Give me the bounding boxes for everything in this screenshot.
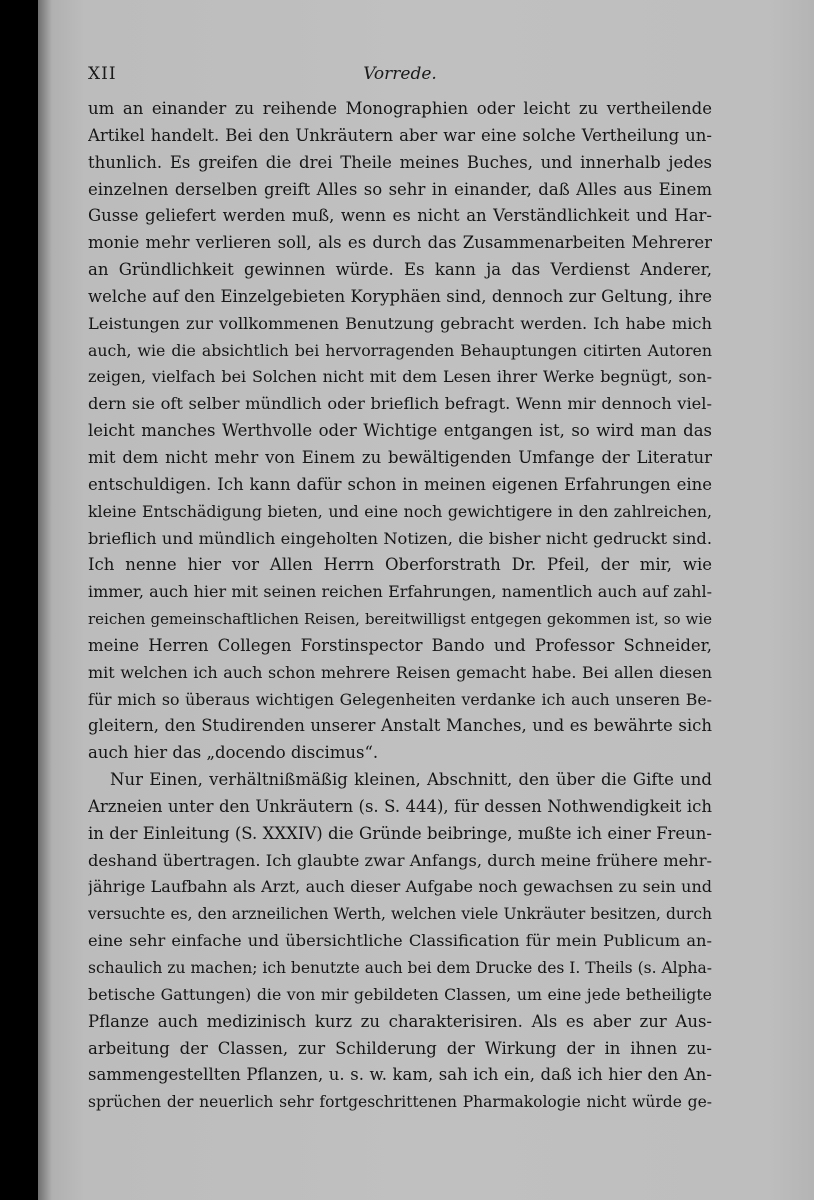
text-line: schaulich zu machen; ich benutzte auch bei dem Drucke des I. Theils (s. Alpha- [88,959,712,977]
text-line: meine Herren Collegen Forstinspector Bando und Professor Schneider, [88,635,712,655]
page-number: XII [88,64,117,84]
text-line: jährige Laufbahn als Arzt, auch dieser Aufgabe noch gewachsen zu sein und [88,877,712,897]
body-text [88,96,712,1116]
text-line: Artikel handelt. Bei den Unkräutern aber war eine solche Vertheilung un- [88,125,712,145]
text-line: deshand übertragen. Ich glaubte zwar Anfangs, durch meine frühere mehr- [88,850,712,870]
text-line: betische Gattungen) die von mir gebildeten Classen, um eine jede betheiligte [88,984,712,1004]
text-line: reichen gemeinschaftlichen Reisen, bereitwilligst entgegen gekommen ist, so wie [88,610,712,629]
text-line: kleine Entschädigung bieten, und eine noch gewichtigere in den zahlreichen, [88,501,712,521]
running-head: Vorrede. [363,64,437,84]
text-line: eine sehr einfache und übersichtliche Classification für mein Publicum an- [88,931,712,951]
text-line: immer, auch hier mit seinen reichen Erfahrungen, namentlich auch auf zahl- [88,582,712,602]
text-line: an Gründlichkeit gewinnen würde. Es kann ja das Verdienst Anderer, [88,260,712,280]
text-line: zeigen, vielfach bei Solchen nicht mit dem Lesen ihrer Werke begnügt, son- [88,367,712,387]
book-spine-shadow [38,0,52,1200]
text-line: Gusse geliefert werden muß, wenn es nicht an Verständlichkeit und Har- [88,206,712,226]
text-line: um an einander zu reihende Monographien oder leicht zu vertheilende [88,99,712,118]
paragraph [88,767,712,1116]
text-line: leicht manches Werthvolle oder Wichtige entgangen ist, so wird man das [88,421,712,441]
text-line: sprüchen der neuerlich sehr fortgeschrittenen Pharmakologie nicht würde ge- [88,1093,712,1112]
text-line: Pflanze auch medizinisch kurz zu charakterisiren. Als es aber zur Aus- [88,1011,712,1031]
paragraph [88,96,712,767]
text-line: einzelnen derselben greift Alles so sehr in einander, daß Alles aus Einem [88,179,712,199]
text-line: sammengestellten Pflanzen, u. s. w. kam, sah ich ein, daß ich hier den An- [88,1065,712,1085]
text-line: Ich nenne hier vor Allen Herrn Oberforstrath Dr. Pfeil, der mir, wie [88,555,712,575]
text-line: arbeitung der Classen, zur Schilderung der Wirkung der in ihnen zu- [88,1038,712,1058]
text-line: brieflich und mündlich eingeholten Notizen, die bisher nicht gedruckt sind. [88,528,712,548]
text-line: auch hier das „docendo discimus“. [88,743,379,763]
text-line: entschuldigen. Ich kann dafür schon in meinen eigenen Erfahrungen eine [88,474,712,494]
text-line: dern sie oft selber mündlich oder brieflich befragt. Wenn mir dennoch viel- [88,394,712,414]
text-line: Arzneien unter den Unkräutern (s. S. 444), für dessen Nothwendigkeit ich [88,796,712,816]
text-line: Leistungen zur vollkommenen Benutzung gebracht werden. Ich habe mich [88,313,712,333]
text-line: thunlich. Es greifen die drei Theile meines Buches, und innerhalb jedes [88,152,712,172]
text-line: für mich so überaus wichtigen Gelegenheiten verdanke ich auch unseren Be- [88,689,712,709]
text-line: auch, wie die absichtlich bei hervorragenden Behauptungen citirten Autoren [88,340,712,360]
page-header [88,64,712,88]
text-line: versuchte es, den arzneilichen Werth, welchen viele Unkräuter besitzen, durch [88,905,712,924]
text-line: monie mehr verlieren soll, als es durch das Zusammenarbeiten Mehrerer [88,233,712,253]
text-line: mit dem nicht mehr von Einem zu bewältigenden Umfange der Literatur [88,447,712,467]
text-line: welche auf den Einzelgebieten Koryphäen sind, dennoch zur Geltung, ihre [88,286,712,306]
text-line: gleitern, den Studirenden unserer Anstalt Manches, und es bewährte sich [88,716,712,736]
text-line: in der Einleitung (S. XXXIV) die Gründe beibringe, mußte ich einer Freun- [88,823,712,843]
text-line: mit welchen ich auch schon mehrere Reisen gemacht habe. Bei allen diesen [88,662,712,682]
text-line: Nur Einen, verhältnißmäßig kleinen, Abschnitt, den über die Gifte und [110,770,712,790]
